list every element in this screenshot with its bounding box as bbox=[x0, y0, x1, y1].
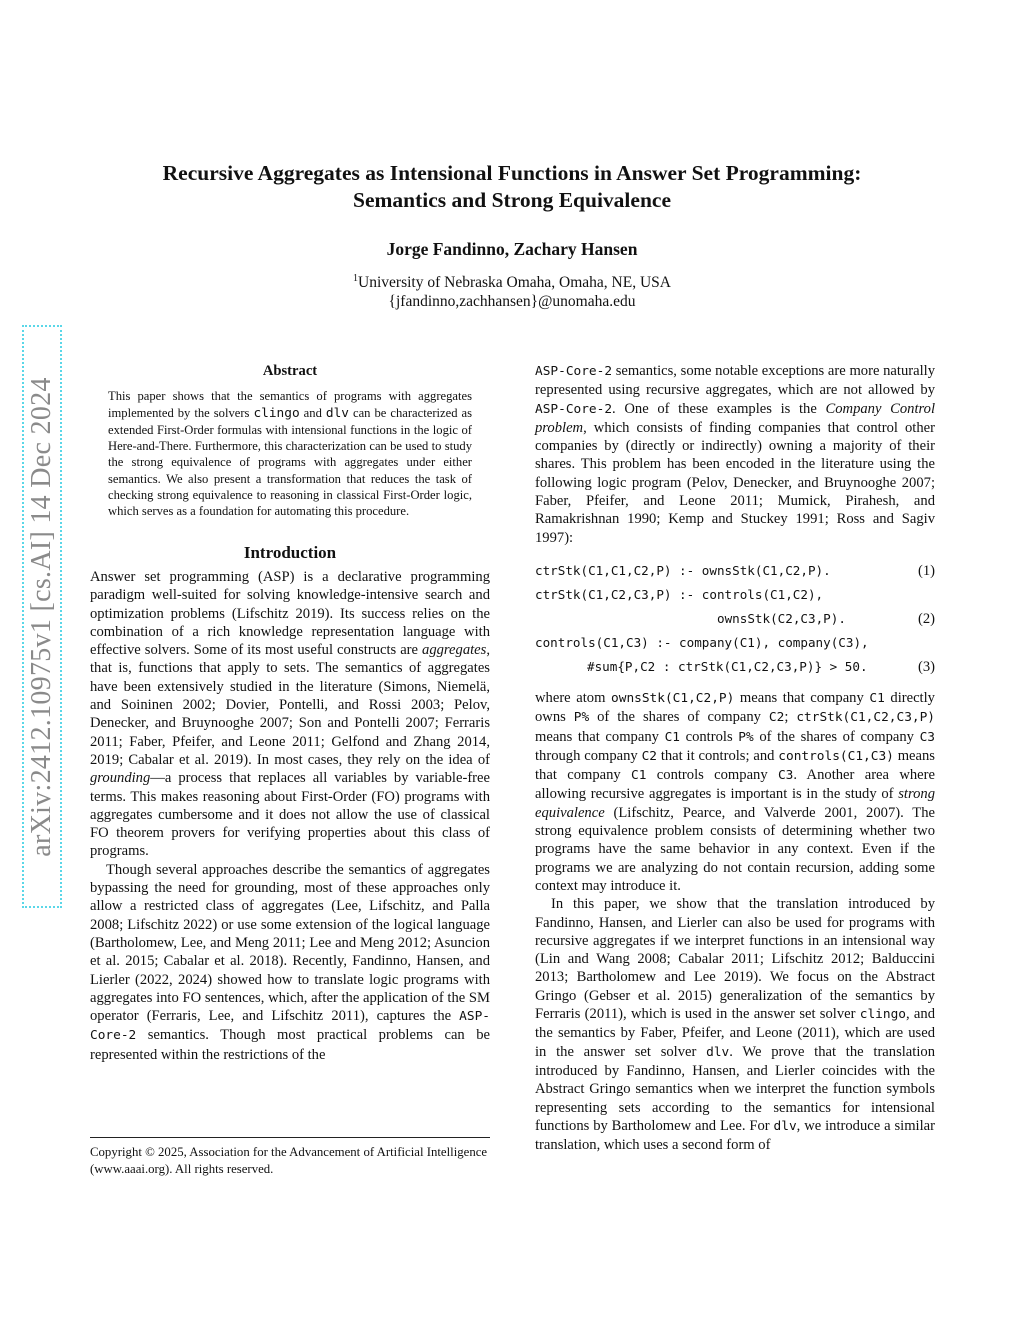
authors: Jorge Fandinno, Zachary Hansen bbox=[386, 239, 638, 259]
equation-text: ownsStk(C2,C3,P). bbox=[717, 610, 846, 626]
body-text: through company bbox=[535, 747, 642, 764]
body-text: , that is, functions that apply to sets. The semantics of aggregates have been extensively studied in the literature (Simons, Niemelä, and Soininen 2002; Dovier, Pontelli, and Rossi 2003; Pelov, Denecker, and Bruynooghe 2007; Son and Pontelli 2007; Ferraris 2011; Faber, Pfeifer, and Leone 2011; Gelfond and Zhang 2014, 2019; Cabalar et al. 2019). In most cases, they rely on the idea of bbox=[90, 642, 490, 768]
equation-number: (2) bbox=[917, 610, 935, 627]
arxiv-stamp-text: arXiv:2412.10975v1 [cs.AI] 14 Dec 2024 bbox=[26, 376, 57, 857]
body-text: In this paper, we show that the translation introduced by Fandinno, Hansen, and Lierler can also be used for programs with recursive aggregates if we interpret functions in an intensional way (Lin and Wang 2008; Cabalar 2011; Lifschitz 2012; Balduccini 2013; Bartholomew and Lee 2019). We focus on the Abstract Gringo (Gebser et al. 2015) generalization of the semantics by Ferraris (2011), which is used in the answer set solver bbox=[535, 896, 935, 1023]
body-text: . Another area where allowing recursive aggregates is important is in the study of bbox=[535, 767, 935, 803]
equation-3a bbox=[535, 631, 935, 655]
body-text: Though several approaches describe the semantics of aggregates bypassing the need for grounding, most of these approaches only allow a restricted class of aggregates (Lee, Lifschitz, and Palla 2008; Lifschitz 2022) or use some extension of the logical language (Bartholomew, Lee, and Meng 2011; Lee and Meng 2012; Asuncion et al. 2015; Cabalar et al. 2018). Recently, Fandinno, Hansen, and Lierler (2022, 2024) showed how to translate logic programs with aggregates into FO sentences, which, after the application of the SM operator (Ferraris, Lee, and Lifschitz 2011), captures the bbox=[90, 861, 490, 1025]
equation-text: #sum{P,C2 : ctrStk(C1,C2,C3,P)} > 50. bbox=[587, 658, 868, 674]
right-paragraph-3 bbox=[535, 895, 935, 1154]
body-text: . We prove that the translation introduced by Fandinno, Hansen, and Lierler coincides with the Abstract Gringo semantics when we interpret the function symbols representing sets according to the semantics for intensional functions by Bartholomew and Lee. For bbox=[535, 1043, 935, 1134]
introduction-heading: Introduction bbox=[243, 542, 337, 562]
code-clingo: clingo bbox=[859, 1007, 906, 1023]
equation-text: ctrStk(C1,C1,C2,P) :- ownsStk(C1,C2,P). bbox=[535, 562, 831, 578]
inline-code: C2 bbox=[641, 748, 657, 764]
title-line-1: Recursive Aggregates as Intensional Functions in Answer Set Programming: bbox=[162, 161, 862, 185]
equation-number: (1) bbox=[917, 562, 935, 579]
equation-1 bbox=[535, 559, 935, 583]
inline-code: C2 bbox=[768, 710, 785, 726]
right-paragraph-1 bbox=[535, 362, 935, 547]
code-asp-core: ASP-Core-2 bbox=[535, 364, 613, 379]
body-text: controls company bbox=[646, 767, 778, 784]
equation-number: (3) bbox=[917, 658, 935, 675]
inline-code: controls(C1,C3) bbox=[778, 748, 894, 764]
paper-title bbox=[80, 160, 944, 214]
affiliation: University of Nebraska Omaha, Omaha, NE, USA bbox=[358, 274, 671, 292]
right-paragraph-2 bbox=[535, 689, 935, 895]
code-asp-core: ASP-Core-2 bbox=[535, 401, 613, 417]
intro-paragraph-1 bbox=[90, 568, 490, 861]
code-dlv: dlv bbox=[706, 1044, 730, 1060]
code-dlv: dlv bbox=[773, 1118, 797, 1134]
email[interactable]: {jfandinno,zachhansen}@unomaha.edu bbox=[388, 293, 636, 311]
body-text: that it controls; and bbox=[656, 747, 779, 764]
body-text: directly owns bbox=[535, 689, 935, 726]
body-text: where atom bbox=[535, 689, 612, 706]
body-text: controls bbox=[679, 728, 739, 745]
body-text: semantics, some notable exceptions are more naturally represented using recursive aggregates, which are not allowed by bbox=[535, 363, 935, 399]
abstract-heading: Abstract bbox=[262, 363, 318, 379]
body-text: , and the semantics by Faber, Pfeifer, and Leone (2011), which are used in the answer set solver bbox=[535, 1006, 936, 1060]
body-text: of the shares of company bbox=[589, 709, 769, 726]
inline-code: C3 bbox=[919, 729, 935, 745]
body-text: means that company bbox=[535, 747, 935, 784]
inline-code: P% bbox=[738, 729, 754, 745]
equation-text: ctrStk(C1,C2,C3,P) :- controls(C1,C2), bbox=[535, 586, 824, 602]
title-line-2: Semantics and Strong Equivalence bbox=[353, 188, 671, 212]
intro-paragraph-2 bbox=[90, 861, 490, 1064]
body-text: Answer set programming (ASP) is a declarative programming paradigm well-suited for solving knowledge-intensive search and optimization problems (Lifschitz 2019). Its success relies on the combination of a rich knowledge representation language with effective solvers. Some of its most useful constructs are bbox=[90, 568, 490, 659]
inline-code: C1 bbox=[664, 729, 680, 745]
body-text: ; bbox=[784, 709, 797, 726]
body-text: semantics. Though most practical problems can be represented within the restrictions of the bbox=[90, 1027, 490, 1063]
body-text: , which consists of finding companies that control other companies by (directly or indirectly) owning a majority of their shares. This problem has been encoded in the literature using the following logic program (Pelov, Denecker, and Bruynooghe 2007; Faber, Pfeifer, and Leone 2011; Mumick, Pirahesh, and Ramakrishnan 1990; Kemp and Stuckey 1991; Ross and Sagiv 1997): bbox=[535, 419, 935, 546]
inline-code: ownsStk(C1,C2,P) bbox=[611, 690, 735, 706]
body-text: —a process that replaces all variables by variable-free terms. This makes reasoning about First-Order (FO) programs with aggregates cumbersome and it does not allow the use of classical FO theorem provers for verifying properties about this class of programs. bbox=[90, 770, 490, 860]
abstract-body bbox=[108, 388, 472, 519]
code-clingo: clingo bbox=[253, 405, 300, 421]
right-column bbox=[535, 362, 935, 1154]
abstract-text: can be characterized as extended First-Order formulas with intensional functions in the logic of Here-and-There. Furthermore, this characterization can be used to study the strong equivalence of programs with aggregates under either semantics. We also present a transformation that reduces the task of checking strong equivalence to reasoning in classical First-Order logic, which serves as a foundation for automating this procedure. bbox=[108, 405, 472, 519]
body-text: , we introduce a similar translation, which uses a second form of bbox=[535, 1117, 935, 1154]
inline-code: C3 bbox=[777, 768, 794, 784]
emphasis: Company Control problem bbox=[535, 400, 935, 436]
affiliation-sup: 1 bbox=[353, 273, 359, 284]
affiliation-block bbox=[80, 269, 944, 311]
equation-block bbox=[535, 559, 935, 679]
body-text: . One of these examples is the bbox=[612, 400, 826, 417]
body-text: (Lifschitz, Pearce, and Valverde 2001, 2007). The strong equivalence problem consists of determining whether two programs have the same behavior in any context. Even if the programs we are analyzing do not contain recursion, adding some context may introduce it. bbox=[535, 804, 935, 894]
left-column bbox=[90, 362, 490, 1064]
code-dlv: dlv bbox=[325, 405, 349, 421]
emphasis: aggregates bbox=[422, 642, 487, 659]
abstract-text: and bbox=[299, 405, 326, 420]
emphasis: grounding bbox=[90, 770, 151, 787]
abstract-text: This paper shows that the semantics of programs with aggregates implemented by the solvers bbox=[108, 389, 472, 420]
equation-2a bbox=[535, 583, 935, 607]
copyright-footnote: Copyright © 2025, Association for the Advancement of Artificial Intelligence (www.aaai.org). All rights reserved. bbox=[90, 1137, 490, 1177]
equation-3b bbox=[535, 655, 935, 679]
code-asp-core: ASP-Core-2 bbox=[90, 1009, 490, 1044]
body-text: means that company bbox=[535, 728, 665, 745]
body-text: means that company bbox=[734, 689, 870, 706]
inline-code: C1 bbox=[631, 768, 647, 784]
equation-2b bbox=[535, 607, 935, 631]
body-text: of the shares of company bbox=[753, 728, 920, 745]
equation-text: controls(C1,C3) :- company(C1), company(C3), bbox=[535, 634, 869, 650]
emphasis: strong equivalence bbox=[535, 786, 935, 821]
arxiv-stamp[interactable] bbox=[22, 325, 62, 908]
inline-code: C1 bbox=[869, 690, 885, 706]
inline-code: P% bbox=[573, 710, 590, 726]
inline-code: ctrStk(C1,C2,C3,P) bbox=[796, 710, 936, 726]
